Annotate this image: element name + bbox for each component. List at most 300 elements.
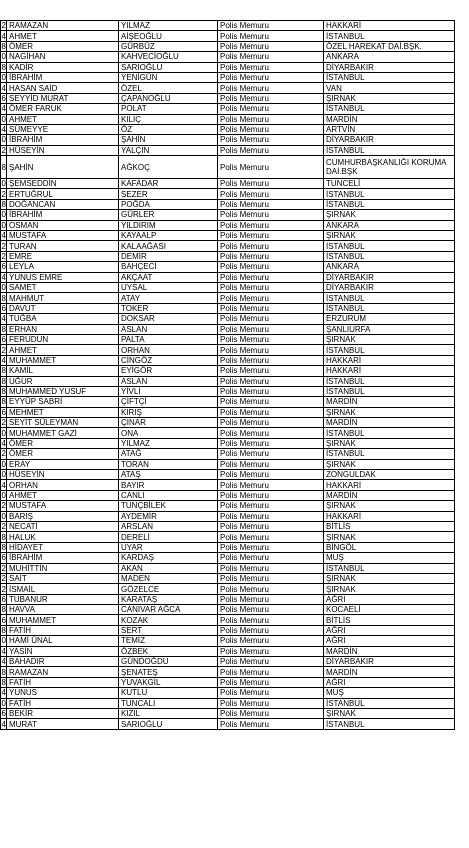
title-cell: Polis Memuru [218, 93, 324, 103]
location-cell: ZONGULDAK [324, 470, 455, 480]
last-name-cell: YILMAZ [119, 21, 218, 31]
first-name-cell: SÜMEYYE [7, 124, 119, 134]
table-row [1, 114, 455, 124]
location-cell: TUNCELİ [324, 179, 455, 189]
table-row [1, 251, 455, 261]
table-row [1, 677, 455, 687]
row-number-cell: 4 [1, 104, 6, 114]
last-name-cell: PALTA [119, 334, 218, 344]
last-name-cell: YENİGÜN [119, 72, 218, 82]
row-number-cell: 8 [1, 605, 6, 615]
first-name-cell: ERAY [7, 459, 119, 469]
location-cell: İSTANBUL [324, 293, 455, 303]
title-cell: Polis Memuru [218, 114, 324, 124]
title-cell: Polis Memuru [218, 72, 324, 82]
title-cell: Polis Memuru [218, 345, 324, 355]
first-name-cell: MUHAMMED YUSUF [7, 386, 119, 396]
table-row [1, 272, 455, 282]
first-name-cell: HAMİ ÜNAL [7, 636, 119, 646]
first-name-cell: EYYÜP SABRİ [7, 397, 119, 407]
title-cell: Polis Memuru [218, 511, 324, 521]
first-name-cell: MUHAMMET [7, 355, 119, 365]
table-row [1, 124, 455, 134]
location-cell: ŞIRNAK [324, 93, 455, 103]
last-name-cell: ATAY [119, 293, 218, 303]
location-cell: İSTANBUL [324, 345, 455, 355]
row-number-cell: 4 [1, 83, 6, 93]
table-row [1, 490, 455, 500]
last-name-cell: POLAT [119, 104, 218, 114]
location-cell: HAKKARİ [324, 21, 455, 31]
table-row [1, 262, 455, 272]
last-name-cell: YILDIRIM [119, 220, 218, 230]
last-name-cell: TORAN [119, 459, 218, 469]
last-name-cell: SARIOĞLU [119, 62, 218, 72]
first-name-cell: BAHADIR [7, 657, 119, 667]
row-number-cell: 8 [1, 293, 6, 303]
title-cell: Polis Memuru [218, 698, 324, 708]
location-cell: ŞIRNAK [324, 573, 455, 583]
table-row [1, 241, 455, 251]
row-number-cell: 6 [1, 709, 6, 719]
first-name-cell: AHMET [7, 490, 119, 500]
title-cell: Polis Memuru [218, 418, 324, 428]
title-cell: Polis Memuru [218, 334, 324, 344]
first-name-cell: YASİN [7, 646, 119, 656]
table-row [1, 220, 455, 230]
row-number-cell: 2 [1, 418, 6, 428]
location-cell: HAKKARİ [324, 366, 455, 376]
row-number-cell: 2 [1, 449, 6, 459]
location-cell: DİYARBAKIR [324, 135, 455, 145]
personnel-table [0, 20, 455, 730]
last-name-cell: TUNCALI [119, 698, 218, 708]
location-cell: İSTANBUL [324, 428, 455, 438]
title-cell: Polis Memuru [218, 490, 324, 500]
location-cell: ŞANLIURFA [324, 324, 455, 334]
row-number-cell: 4 [1, 646, 6, 656]
location-cell: DİYARBAKIR [324, 657, 455, 667]
table-row [1, 470, 455, 480]
row-number-cell: 4 [1, 31, 6, 41]
table-row [1, 407, 455, 417]
table-row [1, 31, 455, 41]
title-cell: Polis Memuru [218, 83, 324, 93]
first-name-cell: TUBANUR [7, 594, 119, 604]
title-cell: Polis Memuru [218, 303, 324, 313]
table-row [1, 62, 455, 72]
location-cell: MUŞ [324, 688, 455, 698]
row-number-cell: 6 [1, 594, 6, 604]
location-cell: KOCAELİ [324, 605, 455, 615]
location-cell: İSTANBUL [324, 145, 455, 155]
table-row [1, 355, 455, 365]
title-cell: Polis Memuru [218, 657, 324, 667]
location-cell: AĞRI [324, 636, 455, 646]
row-number-cell: 4 [1, 125, 6, 135]
table-row [1, 83, 455, 93]
first-name-cell: HİDAYET [7, 542, 119, 552]
first-name-cell: LEYLA [7, 262, 119, 272]
last-name-cell: ATAĞ [119, 449, 218, 459]
first-name-cell: FATİH [7, 625, 119, 635]
table-row [1, 719, 455, 729]
row-number-cell: 6 [1, 553, 6, 563]
last-name-cell: ASLAN [119, 376, 218, 386]
first-name-cell: İBRAHİM [7, 210, 119, 220]
table-row [1, 135, 455, 145]
first-name-cell: NAGİHAN [7, 52, 119, 62]
row-number-cell: 2 [1, 241, 6, 251]
table-row [1, 179, 455, 189]
title-cell: Polis Memuru [218, 104, 324, 114]
row-number-cell: 4 [1, 657, 6, 667]
title-cell: Polis Memuru [218, 324, 324, 334]
first-name-cell: İSMAİL [7, 584, 119, 594]
last-name-cell: DERELİ [119, 532, 218, 542]
title-cell: Polis Memuru [218, 282, 324, 292]
title-cell: Polis Memuru [218, 366, 324, 376]
last-name-cell: KIRIŞ [119, 407, 218, 417]
title-cell: Polis Memuru [218, 156, 324, 179]
location-cell: BİNGÖL [324, 542, 455, 552]
last-name-cell: KARATAŞ [119, 594, 218, 604]
last-name-cell: ÇINAR [119, 418, 218, 428]
location-cell: ŞIRNAK [324, 584, 455, 594]
first-name-cell: AHMET [7, 114, 119, 124]
first-name-cell: HASAN SAİD [7, 83, 119, 93]
last-name-cell: GÜRLER [119, 210, 218, 220]
title-cell: Polis Memuru [218, 135, 324, 145]
title-cell: Polis Memuru [218, 31, 324, 41]
table-row [1, 709, 455, 719]
row-number-cell: 0 [1, 470, 6, 480]
location-cell: İSTANBUL [324, 386, 455, 396]
table-row [1, 511, 455, 521]
title-cell: Polis Memuru [218, 563, 324, 573]
first-name-cell: KADİR [7, 62, 119, 72]
first-name-cell: MUSTAFA [7, 231, 119, 241]
location-cell: ERZURUM [324, 314, 455, 324]
first-name-cell: MEHMET [7, 407, 119, 417]
table-row [1, 418, 455, 428]
table-row [1, 657, 455, 667]
title-cell: Polis Memuru [218, 605, 324, 615]
table-row [1, 636, 455, 646]
location-cell: CUMHURBAŞKANLIĞI KORUMA DAİ.BŞK [324, 156, 455, 179]
table-row [1, 52, 455, 62]
row-number-cell: 6 [1, 407, 6, 417]
table-row [1, 698, 455, 708]
table-row [1, 542, 455, 552]
title-cell: Polis Memuru [218, 438, 324, 448]
location-cell: İSTANBUL [324, 251, 455, 261]
last-name-cell: KOZAK [119, 615, 218, 625]
first-name-cell: DOĞANCAN [7, 199, 119, 209]
table-row [1, 605, 455, 615]
last-name-cell: YILMAZ [119, 438, 218, 448]
table-row [1, 282, 455, 292]
table-row [1, 646, 455, 656]
location-cell: MARDİN [324, 646, 455, 656]
first-name-cell: ŞAHİN [7, 156, 119, 179]
row-number-cell: 4 [1, 231, 6, 241]
table-row [1, 615, 455, 625]
title-cell: Polis Memuru [218, 231, 324, 241]
first-name-cell: NECATİ [7, 521, 119, 531]
location-cell: HAKKARİ [324, 511, 455, 521]
first-name-cell: MUHAMMET [7, 615, 119, 625]
table-row [1, 41, 455, 51]
row-number-cell: 4 [1, 355, 6, 365]
title-cell: Polis Memuru [218, 480, 324, 490]
table-row [1, 397, 455, 407]
row-number-cell: 0 [1, 179, 6, 189]
first-name-cell: AHMET [7, 345, 119, 355]
first-name-cell: KAMİL [7, 366, 119, 376]
last-name-cell: KIZIL [119, 709, 218, 719]
last-name-cell: KALAAĞASI [119, 241, 218, 251]
first-name-cell: OSMAN [7, 220, 119, 230]
first-name-cell: HAVVA [7, 605, 119, 615]
location-cell: İSTANBUL [324, 563, 455, 573]
last-name-cell: ÖZEL [119, 83, 218, 93]
title-cell: Polis Memuru [218, 179, 324, 189]
location-cell: ŞIRNAK [324, 407, 455, 417]
location-cell: DİYARBAKIR [324, 272, 455, 282]
table-row [1, 386, 455, 396]
title-cell: Polis Memuru [218, 62, 324, 72]
row-number-cell: 4 [1, 480, 6, 490]
table-row [1, 532, 455, 542]
location-cell: ÖZEL HAREKAT DAİ.BŞK. [324, 41, 455, 51]
table-row [1, 324, 455, 334]
location-cell: MARDİN [324, 397, 455, 407]
location-cell: MARDİN [324, 418, 455, 428]
first-name-cell: ÖMER FARUK [7, 104, 119, 114]
title-cell: Polis Memuru [218, 376, 324, 386]
title-cell: Polis Memuru [218, 407, 324, 417]
row-number-cell: 8 [1, 532, 6, 542]
last-name-cell: KAYAALP [119, 231, 218, 241]
location-cell: AĞRI [324, 625, 455, 635]
first-name-cell: HALUK [7, 532, 119, 542]
first-name-cell: ŞEMSEDDİN [7, 179, 119, 189]
last-name-cell: CİNGÖZ [119, 355, 218, 365]
table-row [1, 189, 455, 199]
last-name-cell: BAHÇECİ [119, 262, 218, 272]
last-name-cell: ARSLAN [119, 521, 218, 531]
first-name-cell: EMRE [7, 251, 119, 261]
row-number-cell: 8 [1, 376, 6, 386]
row-number-cell: 0 [1, 459, 6, 469]
title-cell: Polis Memuru [218, 397, 324, 407]
location-cell: İSTANBUL [324, 719, 455, 729]
title-cell: Polis Memuru [218, 262, 324, 272]
title-cell: Polis Memuru [218, 199, 324, 209]
table-row [1, 314, 455, 324]
location-cell: ŞIRNAK [324, 334, 455, 344]
title-cell: Polis Memuru [218, 573, 324, 583]
row-number-cell: 0 [1, 210, 6, 220]
last-name-cell: GÜRBÜZ [119, 41, 218, 51]
last-name-cell: SARIOĞLU [119, 719, 218, 729]
title-cell: Polis Memuru [218, 501, 324, 511]
last-name-cell: ATAŞ [119, 470, 218, 480]
first-name-cell: TURAN [7, 241, 119, 251]
last-name-cell: ONA [119, 428, 218, 438]
location-cell: İSTANBUL [324, 449, 455, 459]
last-name-cell: AKÇAAT [119, 272, 218, 282]
first-name-cell: UĞUR [7, 376, 119, 386]
last-name-cell: AYDEMİR [119, 511, 218, 521]
title-cell: Polis Memuru [218, 636, 324, 646]
row-number-cell: 2 [1, 584, 6, 594]
table-row [1, 428, 455, 438]
last-name-cell: ÇAPANOĞLU [119, 93, 218, 103]
row-number-cell: 0 [1, 114, 6, 124]
title-cell: Polis Memuru [218, 386, 324, 396]
row-number-cell: 8 [1, 387, 6, 397]
row-number-cell: 4 [1, 719, 6, 729]
row-number-cell: 0 [1, 636, 6, 646]
title-cell: Polis Memuru [218, 709, 324, 719]
first-name-cell: BEKİR [7, 709, 119, 719]
row-number-cell: 8 [1, 41, 6, 51]
first-name-cell: ERTUĞRUL [7, 189, 119, 199]
table-row [1, 688, 455, 698]
last-name-cell: GÜNDOĞDU [119, 657, 218, 667]
title-cell: Polis Memuru [218, 314, 324, 324]
table-row [1, 21, 455, 31]
row-number-cell: 8 [1, 366, 6, 376]
last-name-cell: ÇİFTÇİ [119, 397, 218, 407]
location-cell: İSTANBUL [324, 189, 455, 199]
title-cell: Polis Memuru [218, 532, 324, 542]
row-number-cell: 4 [1, 314, 6, 324]
last-name-cell: ŞENATEŞ [119, 667, 218, 677]
title-cell: Polis Memuru [218, 542, 324, 552]
location-cell: BİTLİS [324, 615, 455, 625]
row-number-cell: 0 [1, 73, 6, 83]
title-cell: Polis Memuru [218, 470, 324, 480]
location-cell: DİYARBAKIR [324, 62, 455, 72]
first-name-cell: ÖMER [7, 438, 119, 448]
row-number-cell: 8 [1, 542, 6, 552]
row-number-cell: 4 [1, 439, 6, 449]
location-cell: DİYARBAKIR [324, 282, 455, 292]
last-name-cell: AĞKOÇ [119, 156, 218, 179]
first-name-cell: SEYYİD MURAT [7, 93, 119, 103]
location-cell: ŞIRNAK [324, 459, 455, 469]
location-cell: ŞIRNAK [324, 438, 455, 448]
title-cell: Polis Memuru [218, 52, 324, 62]
first-name-cell: YUNUS EMRE [7, 272, 119, 282]
table-row [1, 156, 455, 179]
location-cell: MARDİN [324, 490, 455, 500]
title-cell: Polis Memuru [218, 594, 324, 604]
first-name-cell: MAHMUT [7, 293, 119, 303]
last-name-cell: EYİGÖR [119, 366, 218, 376]
title-cell: Polis Memuru [218, 293, 324, 303]
last-name-cell: BAYIR [119, 480, 218, 490]
title-cell: Polis Memuru [218, 355, 324, 365]
row-number-cell: 2 [1, 563, 6, 573]
row-number-cell: 6 [1, 303, 6, 313]
last-name-cell: UYAR [119, 542, 218, 552]
last-name-cell: YALÇIN [119, 145, 218, 155]
row-number-cell: 2 [1, 522, 6, 532]
first-name-cell: MUHİTTİN [7, 563, 119, 573]
table-row [1, 345, 455, 355]
last-name-cell: ORHAN [119, 345, 218, 355]
first-name-cell: DAVUT [7, 303, 119, 313]
location-cell: İSTANBUL [324, 104, 455, 114]
row-number-cell: 0 [1, 428, 6, 438]
first-name-cell: İBRAHİM [7, 135, 119, 145]
location-cell: İSTANBUL [324, 303, 455, 313]
row-number-cell: 0 [1, 135, 6, 145]
table-row [1, 293, 455, 303]
first-name-cell: İBRAHİM [7, 553, 119, 563]
row-number-cell: 4 [1, 272, 6, 282]
title-cell: Polis Memuru [218, 145, 324, 155]
row-number-cell: 8 [1, 324, 6, 334]
row-number-cell: 0 [1, 698, 6, 708]
row-number-cell: 0 [1, 511, 6, 521]
table-row [1, 553, 455, 563]
location-cell: ŞIRNAK [324, 709, 455, 719]
row-number-cell: 8 [1, 667, 6, 677]
table-row [1, 72, 455, 82]
table-row [1, 594, 455, 604]
table-row [1, 563, 455, 573]
row-number-cell: 2 [1, 252, 6, 261]
location-cell: İSTANBUL [324, 241, 455, 251]
title-cell: Polis Memuru [218, 189, 324, 199]
table-row [1, 104, 455, 114]
first-name-cell: MURAT [7, 719, 119, 729]
table-row [1, 334, 455, 344]
last-name-cell: DEMİR [119, 251, 218, 261]
row-number-cell: 2 [1, 501, 6, 511]
title-cell: Polis Memuru [218, 677, 324, 687]
location-cell: AĞRI [324, 677, 455, 687]
row-number-cell: 6 [1, 335, 6, 345]
first-name-cell: SAMET [7, 282, 119, 292]
location-cell: İSTANBUL [324, 199, 455, 209]
first-name-cell: FERUDUN [7, 334, 119, 344]
row-number-cell: 8 [1, 156, 7, 179]
title-cell: Polis Memuru [218, 251, 324, 261]
first-name-cell: SAİT [7, 573, 119, 583]
location-cell: İSTANBUL [324, 376, 455, 386]
table-row [1, 303, 455, 313]
first-name-cell: AHMET [7, 31, 119, 41]
title-cell: Polis Memuru [218, 719, 324, 729]
last-name-cell: KILIÇ [119, 114, 218, 124]
table-row [1, 459, 455, 469]
title-cell: Polis Memuru [218, 272, 324, 282]
table-row [1, 584, 455, 594]
title-cell: Polis Memuru [218, 667, 324, 677]
last-name-cell: GÖZELCE [119, 584, 218, 594]
first-name-cell: ÖMER [7, 449, 119, 459]
location-cell: HAKKARİ [324, 355, 455, 365]
title-cell: Polis Memuru [218, 124, 324, 134]
title-cell: Polis Memuru [218, 428, 324, 438]
first-name-cell: HÜSEYİN [7, 145, 119, 155]
